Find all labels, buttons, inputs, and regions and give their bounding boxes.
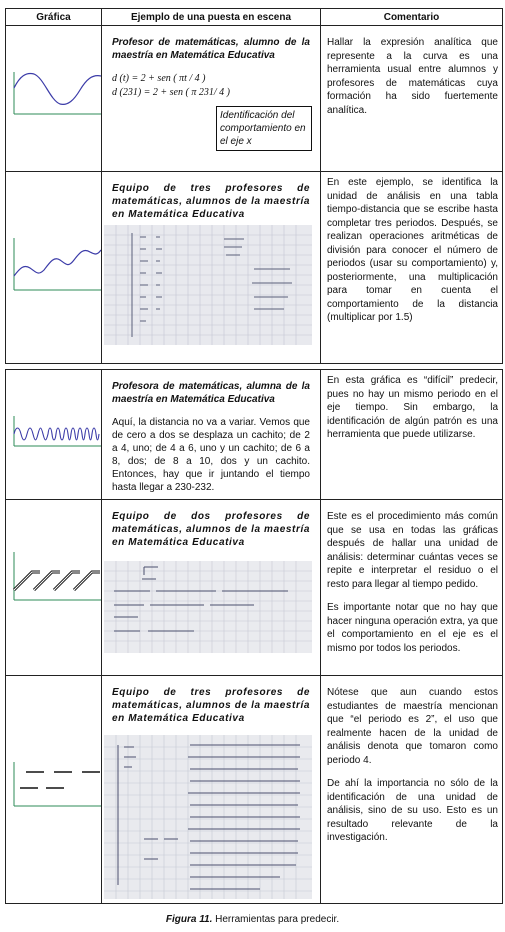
graph-cell-dashed (6, 676, 102, 904)
handwriting-image-3 (104, 735, 312, 899)
graph-cell-sawtooth (6, 500, 102, 676)
example-title-2: Equipo de tres profesores de matemáticas, alumnos de la maestría en Matemática Educativa (112, 183, 310, 220)
comment-cell-4 (321, 500, 503, 676)
sawtooth-line-inner (14, 572, 100, 590)
example-quote-3: Aquí, la distancia no va a variar. Vemos que de cero a dos se desplaza un cachito; de 2 a 4, uno; de 4 a 6, uno y un cachito; de 6 a 8, dos; de 8 a 10, dos y un cachito. Entonces, hay que ir juntando el tiempo hasta llegar a 230-232. (112, 417, 310, 493)
comment-cell-2 (321, 172, 503, 364)
comment-4a: Este es el procedimiento más común que se usa en todas las gráficas después de hallar una unidad de análisis: determinar cuántas veces se repite e interpretar el residuo o el resto para llegar al tiempo pedido. (327, 511, 498, 590)
header-ejemplo: Ejemplo de una puesta en escena (102, 9, 321, 26)
chirp-graph (6, 370, 101, 500)
comment-2: En este ejemplo, se identifica la unidad de análisis en una tabla tiempo-distancia que se escribe hasta completar tres periodos. Después, se realizan operaciones aritméticas de división para conocer el número de periodos (usar su comportamiento) y, posteriormente, una multiplicación para tomar en cuenta el comportamiento de la distancia (multiplicar por 1.5) (327, 177, 498, 323)
example-cell-2 (102, 172, 321, 364)
rising-wave-curve (14, 250, 101, 276)
graph-cell-chirp (6, 370, 102, 500)
comment-4b: Es importante notar que no hay que hacer ninguna operación extra, ya que el comportamiento en el eje es el mismo por todos los periodos. (327, 602, 498, 654)
example-cell-1 (102, 26, 321, 172)
example-title-3: Profesora de matemáticas, alumna de la maestría en Matemática Educativa (112, 381, 310, 405)
graph-cell-rising-wave (6, 172, 102, 364)
comment-cell-3 (321, 370, 503, 500)
formula-1: d (t) = 2 + sen ( πt / 4 ) (112, 73, 206, 84)
handwriting-image-2 (104, 561, 312, 653)
example-title-5: Equipo de tres profesores de matemáticas, alumnos de la maestría en Matemática Educativa (112, 687, 310, 724)
dashed-graph (6, 676, 101, 904)
rising-wave-graph (6, 172, 101, 364)
sine-curve (14, 74, 101, 105)
figure-table-2 (5, 369, 503, 904)
handwritten-division-photo (104, 561, 310, 657)
sawtooth-graph (6, 500, 101, 676)
figure-table-1 (5, 8, 503, 364)
header-grafica: Gráfica (6, 9, 102, 26)
handwriting-image-1 (104, 225, 312, 345)
sine-graph (6, 26, 101, 172)
handwritten-explanation-photo (104, 735, 310, 903)
graph-cell-sine (6, 26, 102, 172)
callout-arrow (112, 100, 142, 120)
figure-label: Figura 11. (165, 914, 213, 925)
dashed-segments (20, 772, 100, 788)
comment-5a: Nótese que aun cuando estos estudiantes de maestría mencionan que “el periodo es 2”, el uso que realmente hacen de la unidad de análisis denota que tomaron como periodo 4. (327, 687, 498, 766)
figure-caption (0, 914, 505, 925)
example-title-4: Equipo de dos profesores de matemáticas, alumnos de la maestría en Matemática Educativa (112, 511, 310, 548)
chirp-curve (14, 428, 99, 440)
comment-3: En esta gráfica es “difícil” predecir, pues no hay un mismo periodo en el eje tiempo. Sin embargo, la identificación de algún patrón es una herramienta que puede utilizarse. (327, 375, 498, 440)
example-cell-3 (102, 370, 321, 500)
comment-cell-5 (321, 676, 503, 904)
handwritten-table-photo (104, 225, 310, 349)
comment-1: Hallar la expresión analítica que represente a la curva es una herramienta usual entre alumnos y profesores de matemáticas cuya formación ha sido fuertemente analítica. (327, 37, 498, 116)
comment-cell-1 (321, 26, 503, 172)
header-comentario: Comentario (321, 9, 503, 26)
callout-box: Identificación del comportamiento en el eje x (216, 106, 312, 151)
figure-caption-text: Herramientas para predecir. (212, 914, 340, 925)
example-cell-5 (102, 676, 321, 904)
example-title-1: Profesor de matemáticas, alumno de la maestría en Matemática Educativa (112, 37, 310, 61)
example-cell-4 (102, 500, 321, 676)
formula-2: d (231) = 2 + sen ( π 231/ 4 ) (112, 87, 230, 98)
comment-5b: De ahí la importancia no sólo de la identificación de una unidad de análisis, sino de su uso. Esto es un resultado relevante de la investigación. (327, 778, 498, 843)
